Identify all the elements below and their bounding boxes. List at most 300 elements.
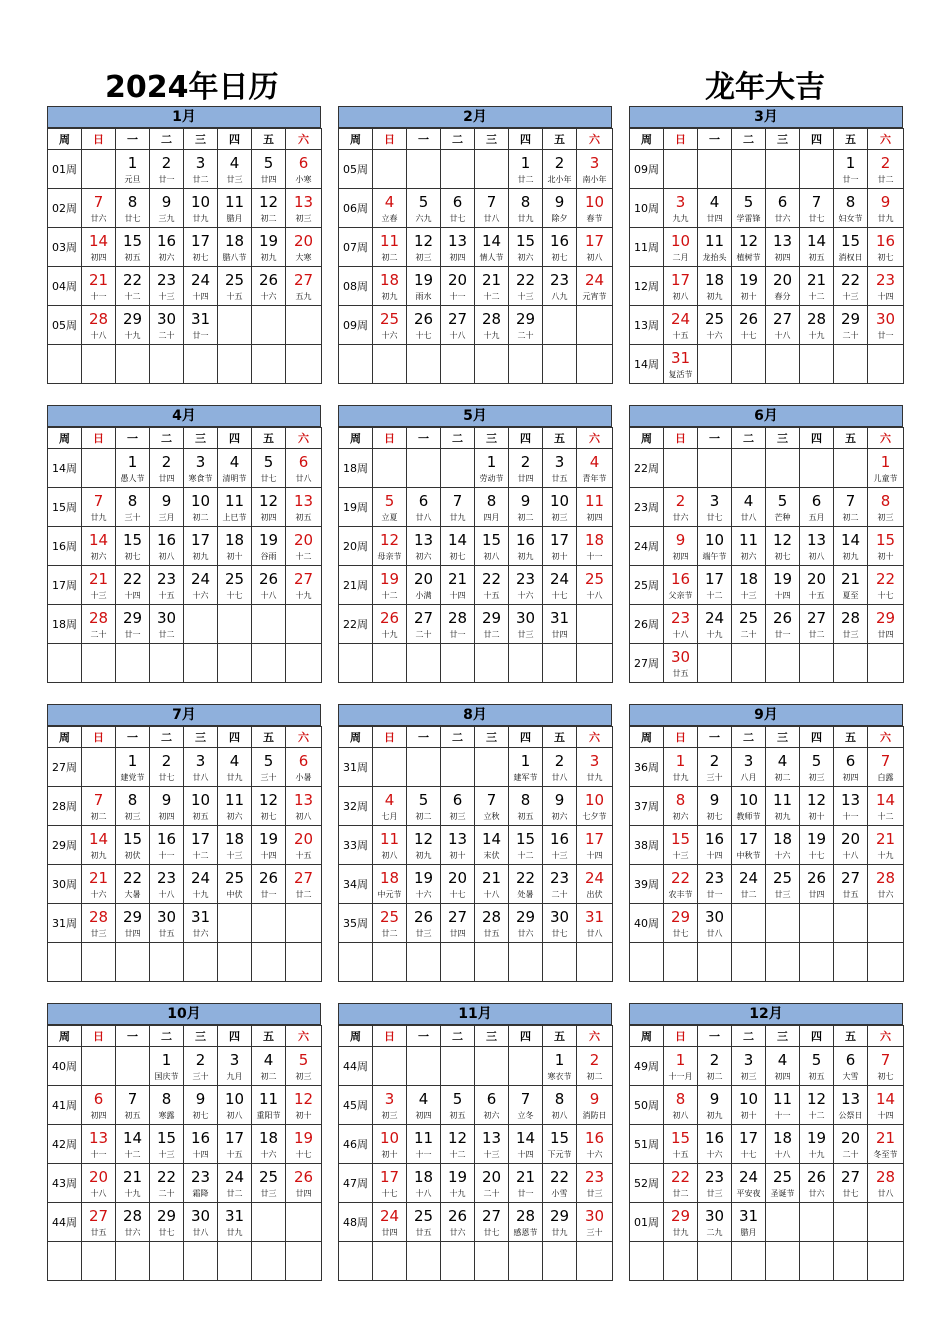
day-number: 30 [875, 309, 896, 328]
day-cell [834, 605, 868, 644]
day-number: 9 [554, 790, 565, 809]
lunar-label: 初九 [706, 291, 723, 301]
day-cell [543, 787, 577, 826]
lunar-label: 廿九 [551, 1227, 568, 1237]
weekday-header: 四 [509, 727, 543, 748]
day-cell [441, 865, 475, 904]
day-cell [543, 1203, 577, 1242]
day-cell [834, 488, 868, 527]
day-number: 12 [738, 231, 759, 250]
day-number: 23 [584, 1167, 605, 1186]
empty-cell [150, 644, 184, 683]
weekday-header: 六 [868, 727, 904, 748]
weekday-header: 二 [732, 1026, 766, 1047]
day-cell [150, 1047, 184, 1086]
lunar-label: 青年节 [582, 473, 607, 483]
empty-cell [509, 1242, 543, 1281]
lunar-label: 初九 [774, 811, 791, 821]
day-cell [732, 1086, 766, 1125]
week-number: 12周 [630, 267, 664, 306]
day-number: 26 [806, 1167, 827, 1186]
day-cell [116, 527, 150, 566]
day-number: 14 [447, 530, 468, 549]
lunar-label: 十七 [740, 330, 757, 340]
lunar-label: 十八 [415, 1188, 432, 1198]
lunar-label: 廿三 [706, 1188, 723, 1198]
lunar-label: 廿五 [158, 928, 175, 938]
day-number: 4 [263, 1050, 274, 1069]
empty-cell [766, 345, 800, 384]
day-cell [407, 826, 441, 865]
day-number: 21 [88, 868, 109, 887]
weekday-header: 五 [834, 1026, 868, 1047]
lunar-label: 十五 [672, 330, 689, 340]
week-row [48, 865, 322, 904]
day-cell [184, 1125, 218, 1164]
weekday-header: 周 [630, 1026, 664, 1047]
lunar-label: 十四 [517, 1149, 534, 1159]
weekday-header: 六 [868, 129, 904, 150]
lunar-label: 十七 [226, 590, 243, 600]
lunar-label: 廿五 [551, 473, 568, 483]
lunar-label: 廿七 [808, 213, 825, 223]
day-cell [252, 1047, 286, 1086]
day-cell [766, 566, 800, 605]
weekday-header: 三 [184, 129, 218, 150]
lunar-label: 妇女节 [838, 213, 863, 223]
day-cell [441, 488, 475, 527]
day-number: 17 [584, 829, 605, 848]
day-number: 30 [549, 907, 570, 926]
day-cell [800, 1125, 834, 1164]
lunar-label: 初六 [740, 551, 757, 561]
empty-cell [577, 306, 613, 345]
day-cell [664, 527, 698, 566]
lunar-label: 十七 [449, 889, 466, 899]
day-cell [577, 1125, 613, 1164]
day-cell [664, 1047, 698, 1086]
day-number: 18 [224, 231, 245, 250]
lunar-label: 初二 [842, 512, 859, 522]
week-row [48, 189, 322, 228]
week-number: 38周 [630, 826, 664, 865]
day-cell [184, 904, 218, 943]
day-number: 29 [122, 907, 143, 926]
empty-cell [407, 644, 441, 683]
lunar-label: 廿六 [672, 512, 689, 522]
day-number: 27 [840, 868, 861, 887]
day-cell [441, 1125, 475, 1164]
empty-cell [664, 943, 698, 982]
day-cell [698, 306, 732, 345]
weekday-header: 日 [664, 428, 698, 449]
day-cell [373, 189, 407, 228]
day-cell [509, 189, 543, 228]
day-number: 21 [88, 569, 109, 588]
lunar-label: 初二 [774, 772, 791, 782]
day-number: 17 [190, 231, 211, 250]
day-cell [373, 865, 407, 904]
lunar-label: 十四 [124, 590, 141, 600]
day-cell [732, 1203, 766, 1242]
empty-cell [82, 150, 116, 189]
lunar-label: 廿九 [90, 512, 107, 522]
day-number: 12 [413, 231, 434, 250]
lunar-label: 初三 [295, 213, 312, 223]
lunar-label: 重阳节 [256, 1110, 281, 1120]
lunar-label: 十一 [158, 850, 175, 860]
day-cell [732, 748, 766, 787]
lunar-label: 龙抬头 [702, 252, 727, 262]
lunar-label: 廿八 [551, 772, 568, 782]
lunar-label: 初十 [877, 551, 894, 561]
day-cell [373, 267, 407, 306]
weekday-header: 二 [441, 1026, 475, 1047]
day-number: 12 [293, 1089, 314, 1108]
day-cell [252, 228, 286, 267]
day-cell [218, 865, 252, 904]
lunar-label: 十五 [808, 590, 825, 600]
day-number: 20 [772, 270, 793, 289]
day-number: 24 [670, 309, 691, 328]
weekday-header: 五 [252, 727, 286, 748]
week-number: 01周 [630, 1203, 664, 1242]
day-number: 16 [156, 231, 177, 250]
week-number: 05周 [48, 306, 82, 345]
week-row [630, 904, 904, 943]
day-number: 26 [258, 569, 279, 588]
day-number: 25 [772, 1167, 793, 1186]
day-cell [407, 488, 441, 527]
lunar-label: 初二 [260, 1071, 277, 1081]
day-number: 13 [447, 231, 468, 250]
day-cell [373, 787, 407, 826]
day-number: 26 [447, 1206, 468, 1225]
week-row [339, 1047, 613, 1086]
lunar-label: 廿四 [260, 174, 277, 184]
day-cell [184, 228, 218, 267]
day-number: 9 [675, 530, 686, 549]
lunar-label: 劳动节 [479, 473, 504, 483]
day-cell [868, 306, 904, 345]
weekday-header: 四 [509, 1026, 543, 1047]
empty-cell [116, 943, 150, 982]
day-cell [150, 189, 184, 228]
lunar-label: 初七 [706, 811, 723, 821]
day-cell [286, 1086, 322, 1125]
lunar-label: 十二 [706, 590, 723, 600]
day-cell [577, 826, 613, 865]
day-cell [116, 904, 150, 943]
month-block [47, 106, 321, 384]
day-number: 10 [379, 1128, 400, 1147]
day-number: 21 [875, 1128, 896, 1147]
day-cell [218, 228, 252, 267]
day-number: 23 [156, 868, 177, 887]
day-number: 18 [224, 829, 245, 848]
day-cell [543, 605, 577, 644]
day-number: 21 [875, 829, 896, 848]
lunar-label: 十三 [842, 291, 859, 301]
weekday-header: 一 [116, 727, 150, 748]
day-number: 22 [122, 868, 143, 887]
week-row [339, 748, 613, 787]
lunar-label: 初三 [381, 1110, 398, 1120]
day-number: 20 [806, 569, 827, 588]
week-number [48, 345, 82, 384]
day-cell [698, 267, 732, 306]
lunar-label: 十六 [381, 330, 398, 340]
day-number: 16 [156, 829, 177, 848]
day-number: 8 [675, 1089, 686, 1108]
empty-cell [766, 150, 800, 189]
day-number: 18 [379, 868, 400, 887]
lunar-label: 复活节 [668, 369, 693, 379]
month-block [629, 106, 903, 384]
weekday-header: 日 [664, 727, 698, 748]
day-number: 27 [447, 309, 468, 328]
weekday-header: 四 [800, 428, 834, 449]
day-number: 5 [418, 790, 429, 809]
day-number: 9 [554, 192, 565, 211]
day-cell [373, 1164, 407, 1203]
day-number: 30 [704, 1206, 725, 1225]
weekday-header: 五 [252, 129, 286, 150]
lunar-label: 十五 [226, 291, 243, 301]
week-number [48, 943, 82, 982]
day-number: 13 [772, 231, 793, 250]
day-number: 1 [486, 452, 497, 471]
day-cell [543, 1164, 577, 1203]
week-number: 06周 [339, 189, 373, 228]
day-cell [441, 189, 475, 228]
day-number: 20 [447, 270, 468, 289]
day-number: 8 [127, 491, 138, 510]
day-cell [543, 488, 577, 527]
day-cell [800, 228, 834, 267]
lunar-label: 廿四 [124, 928, 141, 938]
lunar-label: 建军节 [513, 772, 538, 782]
day-cell [543, 904, 577, 943]
lunar-label: 腊月 [226, 213, 243, 223]
day-number: 27 [88, 1206, 109, 1225]
day-number: 24 [584, 868, 605, 887]
weekday-header: 三 [475, 1026, 509, 1047]
week-row [48, 1203, 322, 1242]
day-number: 12 [772, 530, 793, 549]
weekday-header: 五 [834, 428, 868, 449]
day-number: 24 [738, 868, 759, 887]
weekday-header: 二 [732, 428, 766, 449]
day-number: 18 [772, 1128, 793, 1147]
lunar-label: 公祭日 [838, 1110, 863, 1120]
empty-cell [218, 943, 252, 982]
day-number: 15 [515, 829, 536, 848]
day-number: 7 [880, 751, 891, 770]
weekday-header: 一 [407, 727, 441, 748]
empty-cell [732, 943, 766, 982]
day-number: 28 [806, 309, 827, 328]
day-cell [286, 1047, 322, 1086]
weekday-header: 四 [218, 129, 252, 150]
day-cell [252, 865, 286, 904]
day-number: 22 [122, 270, 143, 289]
lunar-label: 廿八 [586, 928, 603, 938]
day-cell [698, 1203, 732, 1242]
lunar-label: 国庆节 [154, 1071, 179, 1081]
day-cell [834, 527, 868, 566]
day-cell [252, 189, 286, 228]
day-cell [577, 449, 613, 488]
empty-cell [834, 904, 868, 943]
lunar-label: 廿六 [90, 213, 107, 223]
empty-cell [286, 1203, 322, 1242]
week-row [48, 826, 322, 865]
lunar-label: 初四 [672, 551, 689, 561]
week-row [339, 1203, 613, 1242]
day-cell [834, 189, 868, 228]
day-cell [475, 865, 509, 904]
day-cell [509, 527, 543, 566]
lunar-label: 廿五 [90, 1227, 107, 1237]
lunar-label: 九九 [672, 213, 689, 223]
lunar-label: 十八 [449, 330, 466, 340]
lunar-label: 三十 [260, 772, 277, 782]
day-cell [698, 826, 732, 865]
lunar-label: 春分 [774, 291, 791, 301]
day-cell [82, 865, 116, 904]
lunar-label: 廿一 [706, 889, 723, 899]
day-number: 21 [481, 270, 502, 289]
week-number: 22周 [630, 449, 664, 488]
empty-cell [373, 1047, 407, 1086]
weekday-header: 周 [48, 129, 82, 150]
day-number: 13 [806, 530, 827, 549]
empty-cell [286, 644, 322, 683]
lunar-label: 廿三 [774, 889, 791, 899]
lunar-label: 廿七 [672, 928, 689, 938]
empty-cell [150, 1242, 184, 1281]
day-cell [184, 306, 218, 345]
day-number: 3 [195, 751, 206, 770]
lunar-label: 二十 [517, 330, 534, 340]
day-cell [509, 748, 543, 787]
day-cell [373, 1125, 407, 1164]
day-cell [150, 748, 184, 787]
day-cell [116, 228, 150, 267]
day-cell [150, 1203, 184, 1242]
lunar-label: 十七 [551, 590, 568, 600]
lunar-label: 小寒 [295, 174, 312, 184]
day-cell [766, 1164, 800, 1203]
day-cell [664, 904, 698, 943]
lunar-label: 十六 [415, 889, 432, 899]
week-row [339, 449, 613, 488]
lunar-label: 三十 [586, 1227, 603, 1237]
weekday-header: 五 [834, 129, 868, 150]
week-row [630, 189, 904, 228]
weekday-header: 周 [48, 1026, 82, 1047]
lunar-label: 初八 [808, 551, 825, 561]
lunar-label: 二十 [842, 1149, 859, 1159]
day-cell [868, 488, 904, 527]
day-number: 7 [520, 1089, 531, 1108]
day-number: 18 [413, 1167, 434, 1186]
lunar-label: 十一 [774, 1110, 791, 1120]
empty-cell [834, 644, 868, 683]
day-cell [116, 306, 150, 345]
empty-cell [698, 449, 732, 488]
day-cell [286, 826, 322, 865]
lunar-label: 初八 [158, 551, 175, 561]
week-row [339, 527, 613, 566]
empty-cell [373, 644, 407, 683]
day-cell [407, 787, 441, 826]
day-number: 17 [738, 829, 759, 848]
lunar-label: 十八 [842, 850, 859, 860]
day-number: 11 [224, 790, 245, 809]
day-cell [868, 267, 904, 306]
empty-cell [184, 644, 218, 683]
day-number: 17 [584, 231, 605, 250]
week-row [339, 904, 613, 943]
day-number: 10 [190, 790, 211, 809]
day-number: 5 [452, 1089, 463, 1108]
day-cell [543, 267, 577, 306]
empty-cell [82, 748, 116, 787]
day-cell [543, 1047, 577, 1086]
lunar-label: 初十 [740, 1110, 757, 1120]
day-cell [82, 1086, 116, 1125]
day-number: 27 [293, 868, 314, 887]
day-number: 15 [515, 231, 536, 250]
lunar-label: 初十 [551, 551, 568, 561]
day-cell [868, 150, 904, 189]
lunar-label: 廿八 [415, 512, 432, 522]
day-cell [286, 566, 322, 605]
day-number: 28 [88, 309, 109, 328]
day-number: 3 [589, 751, 600, 770]
lunar-label: 初六 [517, 252, 534, 262]
lunar-label: 廿四 [551, 629, 568, 639]
lunar-label: 初五 [124, 252, 141, 262]
day-cell [441, 787, 475, 826]
day-number: 19 [258, 829, 279, 848]
day-number: 16 [584, 1128, 605, 1147]
empty-cell [698, 943, 732, 982]
lunar-label: 初九 [517, 551, 534, 561]
day-number: 2 [589, 1050, 600, 1069]
day-number: 9 [520, 491, 531, 510]
lunar-label: 十二 [517, 850, 534, 860]
day-cell [407, 605, 441, 644]
week-number: 22周 [339, 605, 373, 644]
day-cell [543, 748, 577, 787]
day-cell [800, 306, 834, 345]
lunar-label: 十一 [90, 291, 107, 301]
day-cell [218, 150, 252, 189]
day-cell [116, 865, 150, 904]
day-number: 29 [670, 1206, 691, 1225]
lunar-label: 廿一 [192, 330, 209, 340]
weekday-header: 日 [82, 1026, 116, 1047]
empty-cell [82, 1242, 116, 1281]
lunar-label: 十三 [90, 590, 107, 600]
lunar-label: 初六 [415, 551, 432, 561]
empty-cell [286, 943, 322, 982]
day-number: 6 [811, 491, 822, 510]
empty-cell [407, 943, 441, 982]
